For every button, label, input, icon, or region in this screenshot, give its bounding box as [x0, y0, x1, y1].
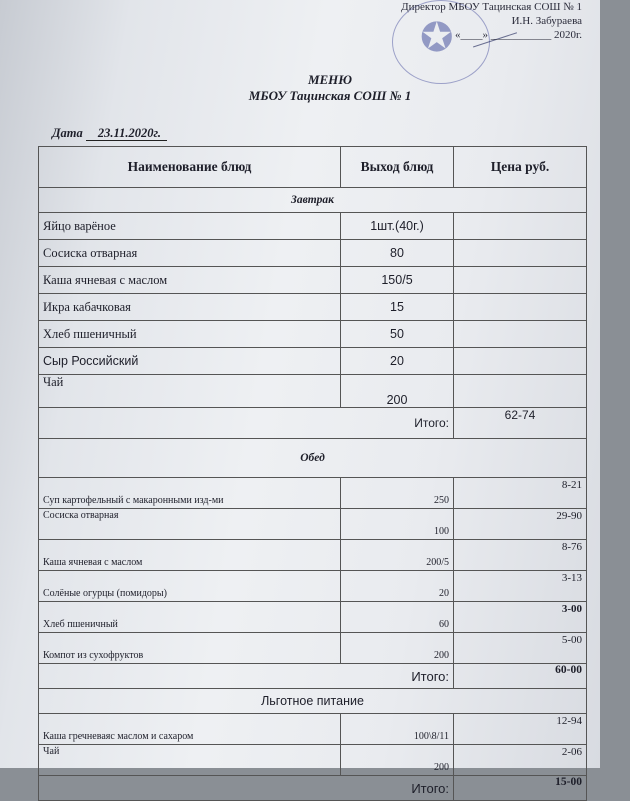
lunch-total-row [39, 664, 587, 689]
dish-price: 2-06 [454, 745, 587, 776]
dish-qty: 20 [341, 571, 454, 602]
dish-qty: 100 [341, 509, 454, 540]
table-row [39, 602, 587, 633]
section-label: Обед [39, 439, 587, 478]
dish-qty: 250 [341, 478, 454, 509]
section-lunch [39, 439, 587, 478]
dish-price [454, 294, 587, 321]
dish-name: Чай [39, 745, 341, 776]
dish-price [454, 375, 587, 408]
menu-date [52, 126, 167, 141]
dish-name: Сыр Российский [39, 348, 341, 375]
table-row [39, 348, 587, 375]
dish-name: Каша ячневая с маслом [39, 267, 341, 294]
total-label: Итого: [39, 664, 454, 689]
dish-qty: 1шт.(40г.) [341, 213, 454, 240]
dish-price [454, 321, 587, 348]
menu-table [38, 146, 587, 801]
date-label: Дата [52, 126, 83, 140]
table-row [39, 509, 587, 540]
col-portion: Выход блюд [341, 147, 454, 188]
dish-price: 3-13 [454, 571, 587, 602]
table-row [39, 213, 587, 240]
section-breakfast [39, 188, 587, 213]
dish-price [454, 348, 587, 375]
table-row [39, 294, 587, 321]
approval-line-1: Директор МБОУ Тацинская СОШ № 1 [401, 1, 582, 13]
col-price: Цена руб. [454, 147, 587, 188]
total-value: 62-74 [454, 408, 587, 439]
total-value: 60-00 [454, 664, 587, 689]
section-benefit [39, 689, 587, 714]
approval-block [401, 0, 582, 42]
table-row [39, 714, 587, 745]
table-row [39, 240, 587, 267]
dish-name: Сосиска отварная [39, 240, 341, 267]
dish-price [454, 240, 587, 267]
dish-qty: 100\8/11 [341, 714, 454, 745]
table-row [39, 321, 587, 348]
dish-qty: 200/5 [341, 540, 454, 571]
dish-qty: 150/5 [341, 267, 454, 294]
dish-name: Хлеб пшеничный [39, 602, 341, 633]
dish-qty: 200 [341, 633, 454, 664]
dish-price [454, 213, 587, 240]
table-row [39, 571, 587, 602]
section-label: Завтрак [39, 188, 587, 213]
benefit-total-row [39, 776, 587, 801]
dish-name: Хлеб пшеничный [39, 321, 341, 348]
dish-name: Компот из сухофруктов [39, 633, 341, 664]
table-header [39, 147, 587, 188]
dish-qty: 50 [341, 321, 454, 348]
section-label: Льготное питание [39, 689, 587, 714]
table-row [39, 633, 587, 664]
dish-name: Суп картофельный с макаронными изд-ми [39, 478, 341, 509]
dish-price: 12-94 [454, 714, 587, 745]
dish-name: Сосиска отварная [39, 509, 341, 540]
table-row [39, 745, 587, 776]
dish-qty: 20 [341, 348, 454, 375]
dish-name: Чай [39, 375, 341, 408]
total-label: Итого: [39, 408, 454, 439]
dish-qty: 15 [341, 294, 454, 321]
table-row [39, 267, 587, 294]
approval-line-2: И.Н. Забураева [511, 15, 582, 27]
dish-price: 8-76 [454, 540, 587, 571]
total-value: 15-00 [454, 776, 587, 801]
total-label: Итого: [39, 776, 454, 801]
dish-name: Каша гречневаяс маслом и сахаром [39, 714, 341, 745]
page-subtitle: МБОУ Тацинская СОШ № 1 [248, 88, 412, 103]
approval-line-3: «____» ___________ 2020г. [454, 29, 582, 41]
star-icon: ✪ [420, 15, 454, 60]
dish-qty: 60 [341, 602, 454, 633]
table-row [39, 540, 587, 571]
dish-price: 29-90 [454, 509, 587, 540]
dish-name: Солёные огурцы (помидоры) [39, 571, 341, 602]
dish-name: Икра кабачковая [39, 294, 341, 321]
dish-qty: 200 [341, 745, 454, 776]
col-dish-name: Наименование блюд [39, 147, 341, 188]
dish-price: 8-21 [454, 478, 587, 509]
dish-price: 3-00 [454, 602, 587, 633]
breakfast-total-row [39, 408, 587, 439]
dish-price: 5-00 [454, 633, 587, 664]
table-row [39, 375, 587, 408]
dish-name: Яйцо варёное [39, 213, 341, 240]
date-value: 23.11.2020г. [86, 126, 167, 141]
dish-name: Каша ячневая с маслом [39, 540, 341, 571]
page-title: МЕНЮ [307, 72, 353, 87]
dish-qty: 80 [341, 240, 454, 267]
dish-price [454, 267, 587, 294]
dish-qty: 200 [341, 375, 454, 408]
table-row [39, 478, 587, 509]
